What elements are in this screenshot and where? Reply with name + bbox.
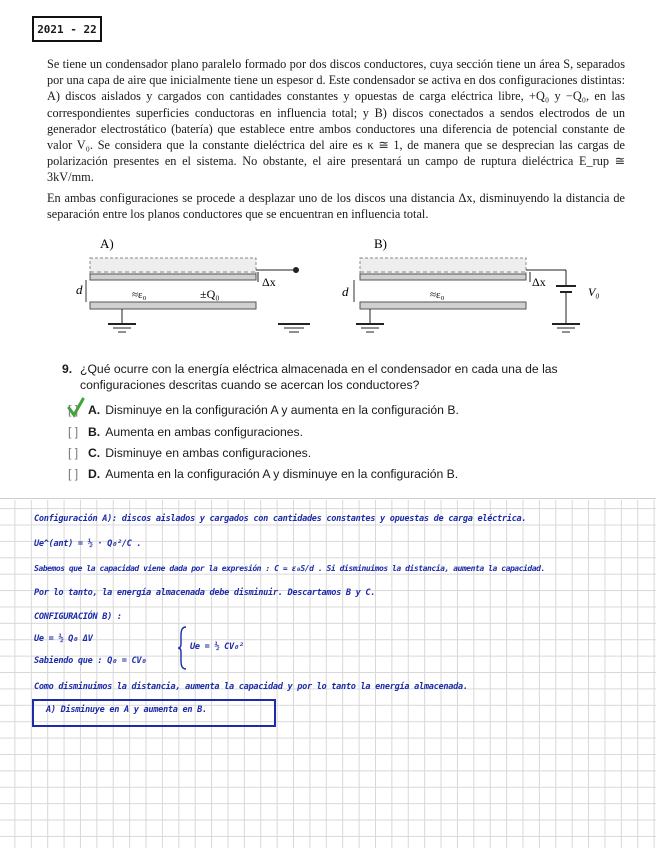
hand-line-2: Ue^(ant) = ½ · Q₀²/C . — [34, 539, 142, 549]
fig-a-dx: Δx — [262, 275, 276, 289]
hand-line-5: CONFIGURACIÓN B) : — [34, 612, 122, 622]
hand-line-8: Como disminuimos la distancia, aumenta la capacidad y por lo tanto la energía almacenada. — [34, 682, 468, 692]
option-a-letter: A. — [88, 403, 101, 417]
intro-paragraph-1: Se tiene un condensador plano paralelo formado por dos discos conductores, cuya sección tiene un área S, separados por una capa de aire que inicialmente tiene un espesor d. Este condensador se activa en dos configuraciones distintas: A) discos aislados y cargados con cantidades constantes y opuestas de carga eléctrica libre, +Q₀ y −Q₀, en las correspondientes superficies conductoras en influencia total; y B) discos conectados a sendos electrodos de un generador electrostático (batería) que establece entre ambos conductores una diferencia de potencial constante de valor V₀. Se considera que la constante dieléctrica del aire es κ ≅ 1, de manera que se desprecian las cargas de polarización presentes en el sistema. No obstante, el aire presentará un campo de ruptura dieléctrica E_rup ≅ 3kV/mm. — [47, 57, 625, 185]
option-d-bracket: [ ] — [68, 467, 79, 481]
plate-a-bottom — [90, 302, 256, 309]
hand-line-7: Sabiendo que : Q₀ = CV₀ — [34, 656, 147, 666]
question — [62, 361, 630, 393]
option-d[interactable] — [68, 467, 458, 481]
fig-label-a: A) — [100, 236, 114, 251]
option-b[interactable] — [68, 425, 303, 439]
hand-line-4: Por lo tanto, la energía almacenada debe disminuir. Descartamos B y C. — [34, 588, 376, 598]
option-d-letter: D. — [88, 467, 101, 481]
option-d-text: Aumenta en la configuración A y disminuye en la configuración B. — [105, 467, 459, 481]
option-c[interactable] — [68, 446, 311, 460]
fig-a-eps: ≈ε₀ — [132, 289, 147, 301]
plate-a-top — [90, 274, 256, 280]
question-number: 9. — [62, 362, 73, 376]
option-c-text: Disminuye en ambas configuraciones. — [105, 446, 312, 460]
option-b-letter: B. — [88, 425, 101, 439]
option-a-text: Disminuye en la configuración A y aumenta en la configuración B. — [105, 403, 459, 417]
fig-b-v: V₀ — [588, 285, 600, 299]
hand-line-6: Ue = ½ Q₀ ΔV — [34, 634, 93, 644]
plate-b-bottom — [360, 302, 526, 309]
page-divider — [0, 498, 656, 499]
fig-label-b: B) — [374, 236, 387, 251]
option-a-bracket: [ ] — [68, 403, 79, 417]
option-c-bracket: [ ] — [68, 446, 79, 460]
option-b-text: Aumenta en ambas configuraciones. — [105, 425, 304, 439]
fig-a-terminal — [293, 267, 299, 273]
hand-line-6-brace: Ue = ½ CV₀² — [190, 642, 244, 652]
hand-line-3: Sabemos que la capacidad viene dada por la expresión : C = ε₀S/d . Si disminuimos la distancia, aumenta la capacidad. — [34, 564, 545, 573]
year-label: 2021 - 22 — [32, 16, 102, 42]
fig-a-d: d — [76, 282, 83, 297]
plate-b-top — [360, 274, 526, 280]
fig-a-q: ±Q₀ — [200, 287, 220, 301]
option-a[interactable] — [68, 403, 459, 417]
problem-statement — [47, 56, 625, 226]
fig-b-eps: ≈ε₀ — [430, 289, 445, 301]
brace-icon — [178, 625, 188, 671]
option-b-bracket: [ ] — [68, 425, 79, 439]
intro-paragraph-2: En ambas configuraciones se procede a desplazar uno de los discos una distancia Δx, disminuyendo la distancia de separación entre los planos conductores que se encuentran en influencia total. — [47, 190, 625, 221]
hand-answer: A) Disminuye en A y aumenta en B. — [46, 705, 207, 715]
capacitor-figure — [60, 234, 620, 354]
option-c-letter: C. — [88, 446, 101, 460]
fig-b-d: d — [342, 284, 349, 299]
question-text: ¿Qué ocurre con la energía eléctrica almacenada en el condensador en cada una de las configuraciones descritas cuando se acercan los conductores? — [80, 362, 558, 392]
fig-b-dx: Δx — [532, 275, 546, 289]
hand-line-1: Configuración A): discos aislados y cargados con cantidades constantes y opuestas de carga eléctrica. — [34, 514, 527, 524]
